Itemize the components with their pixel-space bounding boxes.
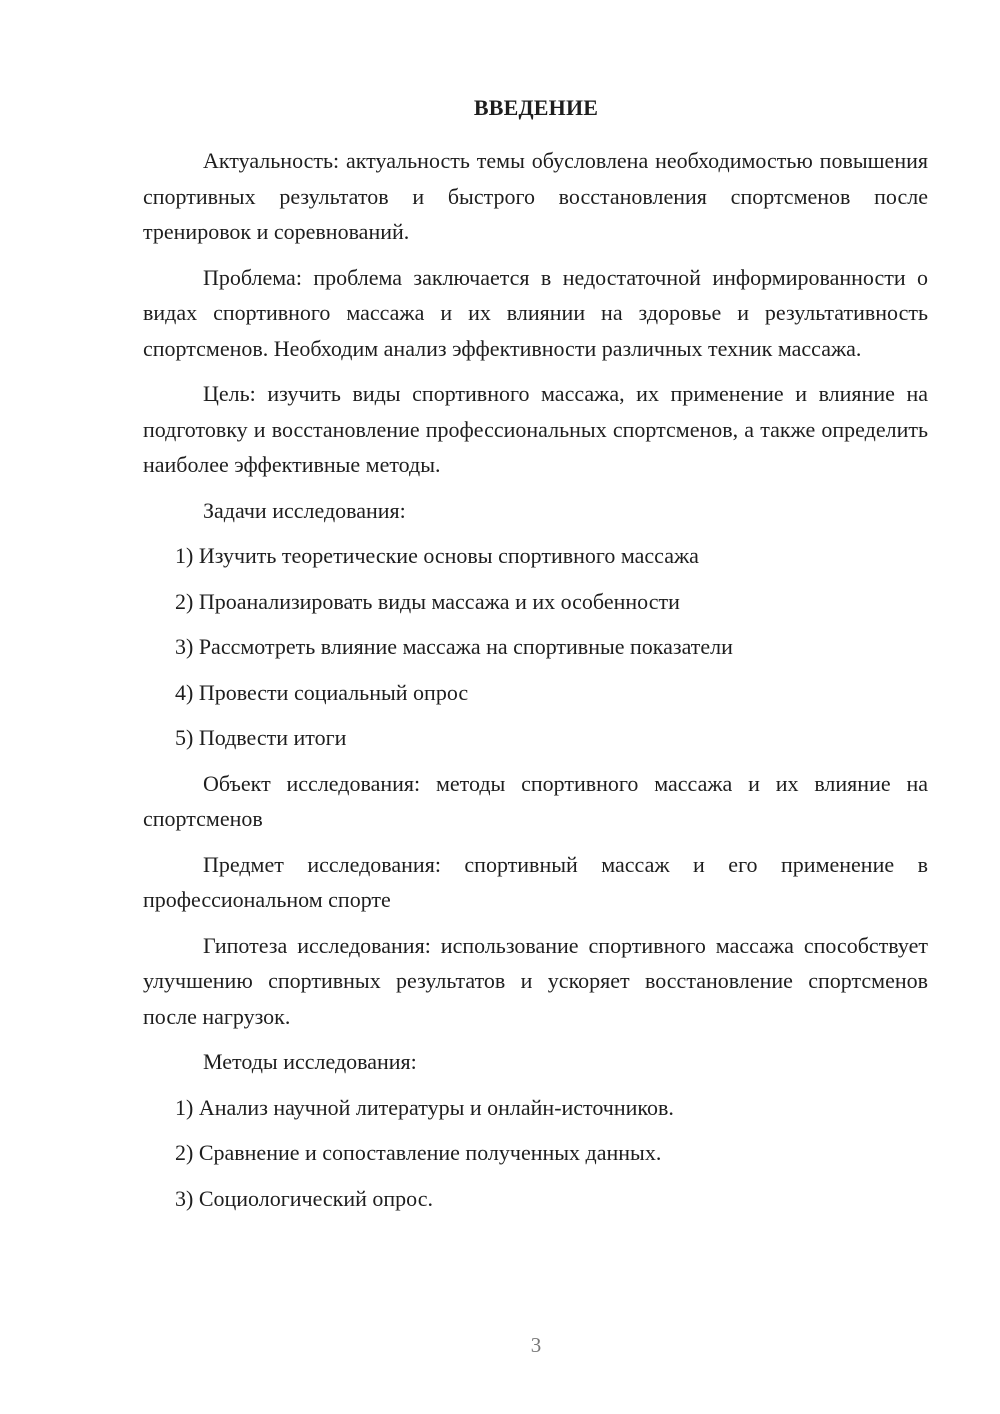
document-body [143,143,928,1226]
subject-paragraph: Предмет исследования: спортивный массаж и его применение в профессиональном спорте [143,851,928,912]
task-item: 1) Изучить теоретические основы спортивного массажа [175,543,699,568]
tasks-list [143,538,928,756]
task-item: 5) Подвести итоги [175,725,347,750]
method-item: 2) Сравнение и сопоставление полученных данных. [175,1140,662,1165]
methods-heading: Методы исследования: [203,1049,417,1074]
task-item: 2) Проанализировать виды массажа и их особенности [175,588,680,614]
goal-paragraph: Цель: изучить виды спортивного массажа, их применение и влияние на подготовку и восстановление профессиональных спортсменов, а также определить наиболее эффективные методы. [143,381,928,477]
methods-list [143,1090,928,1217]
task-item: 3) Рассмотреть влияние массажа на спортивные показатели [175,634,733,659]
task-item: 4) Провести социальный опрос [175,679,469,705]
object-paragraph: Объект исследования: методы спортивного массажа и их влияние на спортсменов [143,770,928,831]
page-number: 3 [530,1333,542,1357]
hypothesis-paragraph: Гипотеза исследования: использование спортивного массажа способствует улучшению спортивных результатов и ускоряет восстановление спортсменов после нагрузок. [143,932,928,1029]
tasks-heading: Задачи исследования: [203,497,406,523]
problem-paragraph: Проблема: проблема заключается в недостаточной информированности о видах спортивного массажа и их влиянии на здоровье и результативность спортсменов. Необходим анализ эффективности различных техник массажа. [143,264,928,361]
method-item: 1) Анализ научной литературы и онлайн-источников. [175,1094,674,1120]
page-title: ВВЕДЕНИЕ [473,95,599,120]
relevance-paragraph: Актуальность: актуальность темы обусловлена необходимостью повышения спортивных результатов и быстрого восстановления спортсменов после тренировок и соревнований. [143,148,928,244]
method-item: 3) Социологический опрос. [175,1185,433,1211]
